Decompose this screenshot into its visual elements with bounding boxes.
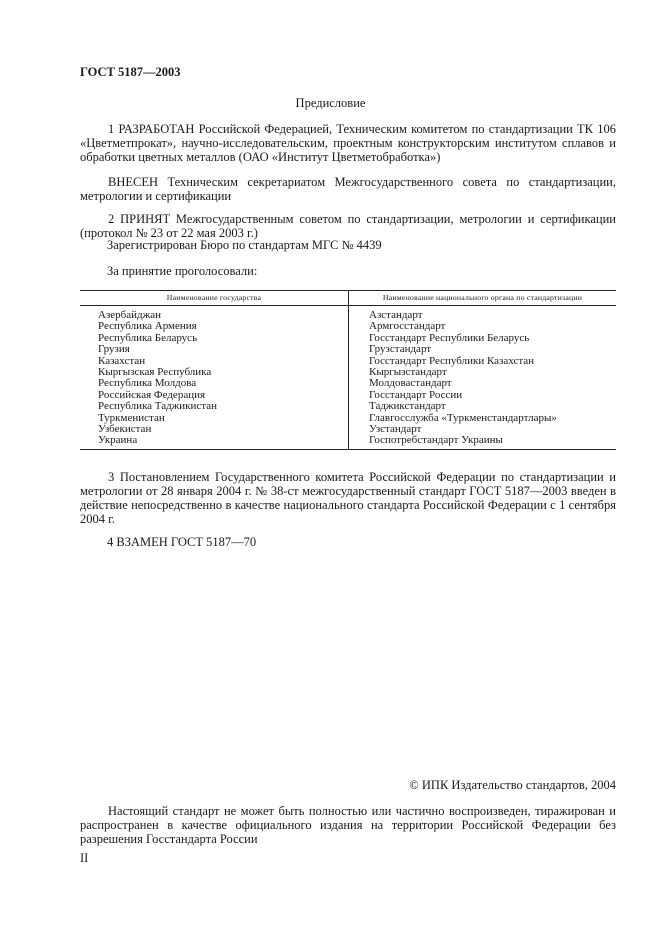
standards-body: Госстандарт Республики Беларусь [369, 331, 530, 344]
standards-body: Кыргызстандарт [369, 366, 447, 379]
standards-body: Азстандарт [369, 309, 423, 321]
standards-body: Узстандарт [369, 423, 422, 436]
voting-table [80, 290, 616, 450]
standards-body: Главгосслужба «Туркменстандартлары» [369, 411, 557, 424]
paragraph-introduced: ВНЕСЕН Техническим секретариатом Межгосударственного совета по стандартизации, метрологии и сертификации [80, 175, 616, 203]
table-row [80, 306, 616, 450]
standards-body: Госстандарт России [369, 388, 463, 401]
standards-body: Госпотребстандарт Украины [369, 434, 503, 447]
state-name: Республика Молдова [98, 377, 197, 390]
header-state: Наименование государства [80, 291, 349, 306]
header-body: Наименование национального органа по стандартизации [349, 291, 617, 306]
paragraph-developed: 1 РАЗРАБОТАН Российской Федерацией, Техническим комитетом по стандартизации ТК 106 «Цветметпрокат», научно-исследовательским, проектным конструкторским институтом сплавов и обработки цветных металлов (ОАО «Институт Цветметобработка») [80, 122, 616, 164]
paragraph-resolution: 3 Постановлением Государственного комитета Российской Федерации по стандартизации и метрологии от 28 января 2004 г. № 38-ст межгосударственный стандарт ГОСТ 5187—2003 введен в действие непосредственно в качестве национального стандарта Российской Федерации с 1 сентября 2004 г. [80, 470, 616, 526]
copyright-notice: © ИПК Издательство стандартов, 2004 [409, 778, 616, 792]
bodies-column [349, 306, 617, 450]
state-name: Украина [98, 434, 138, 447]
paragraph-registered: Зарегистрирован Бюро по стандартам МГС № 4439 [107, 238, 382, 252]
standards-body: Госстандарт Республики Казахстан [369, 354, 535, 367]
standards-body: Молдовастандарт [369, 377, 452, 390]
paragraph-replaces: 4 ВЗАМЕН ГОСТ 5187—70 [107, 535, 257, 549]
table-header-row [80, 291, 616, 306]
state-name: Узбекистан [98, 423, 152, 436]
state-name: Азербайджан [98, 309, 162, 321]
state-name: Кыргызская Республика [98, 366, 212, 379]
standards-body: Таджикстандарт [369, 400, 446, 413]
standards-body: Грузстандарт [369, 343, 432, 356]
state-name: Республика Таджикистан [98, 400, 217, 413]
paragraph-voted: За принятие проголосовали: [107, 264, 258, 278]
state-name: Республика Армения [98, 320, 197, 333]
reproduction-notice: Настоящий стандарт не может быть полностью или частично воспроизведен, тиражирован и распространен в качестве официального издания на территории Российской Федерации без разрешения Госстандарта России [80, 804, 616, 846]
state-name: Российская Федерация [98, 388, 206, 401]
document-code: ГОСТ 5187—2003 [80, 65, 181, 79]
state-name: Республика Беларусь [98, 331, 198, 344]
state-name: Казахстан [98, 354, 146, 367]
state-name: Грузия [98, 343, 130, 356]
foreword-title: Предисловие [295, 96, 366, 110]
standards-body: Армгосстандарт [369, 320, 446, 333]
states-column [80, 306, 349, 450]
state-name: Туркменистан [98, 411, 165, 424]
page-number: II [80, 851, 89, 865]
paragraph-adopted: 2 ПРИНЯТ Межгосударственным советом по стандартизации, метрологии и сертификации (протокол № 23 от 22 мая 2003 г.) [80, 212, 616, 240]
